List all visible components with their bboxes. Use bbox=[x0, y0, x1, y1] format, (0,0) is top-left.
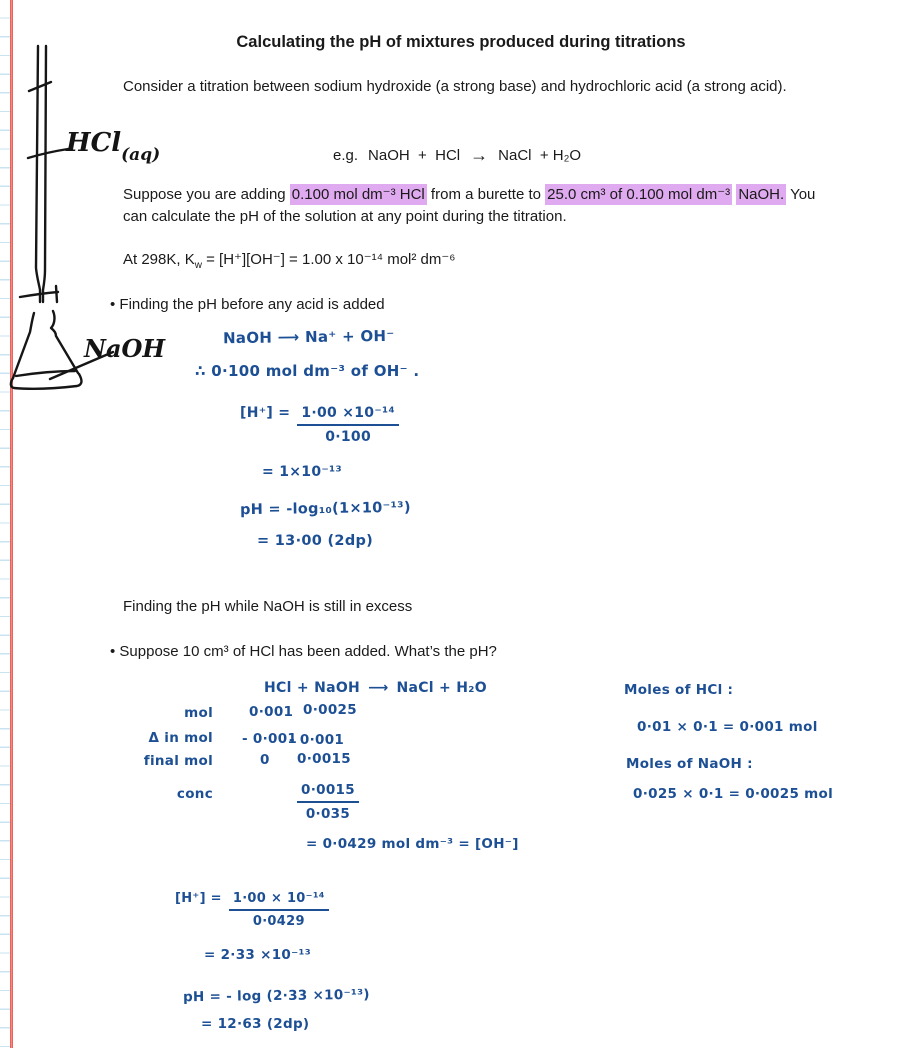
bullet-before-acid: • Finding the pH before any acid is added bbox=[110, 296, 385, 313]
table-cell-final-hcl: 0 bbox=[260, 752, 270, 768]
table-cell-delta-naoh: - 0·001 bbox=[289, 732, 345, 748]
work2-result: = 2·33 ×10⁻¹³ bbox=[204, 947, 311, 963]
example-rhs: NaCl + H₂O bbox=[498, 147, 582, 164]
table-row-label-delta: Δ in mol bbox=[148, 730, 213, 746]
work1-dissociation: NaOH ⟶ Na⁺ + OH⁻ bbox=[222, 326, 395, 348]
section2-heading: Finding the pH while NaOH is still in excess bbox=[123, 598, 413, 615]
burette-top-tick bbox=[29, 82, 51, 91]
kw-equation bbox=[123, 249, 455, 277]
table-cell-mol-hcl: 0·001 bbox=[249, 704, 294, 720]
work2-ph-calc: pH = - log (2·33 ×10⁻¹³) bbox=[182, 986, 370, 1006]
burette-label-state: (aq) bbox=[121, 145, 161, 165]
work1-h-prefix: [H⁺] = bbox=[240, 405, 291, 421]
work2-h-equation bbox=[175, 891, 329, 929]
work1-h-equation bbox=[240, 405, 399, 445]
burette-pointer-line bbox=[28, 149, 68, 158]
example-lhs: NaOH + HCl bbox=[368, 147, 461, 164]
burette-label bbox=[66, 128, 160, 165]
work1-ph-calc: pH = -log₁₀(1×10⁻¹³) bbox=[239, 499, 411, 519]
flask-neck-left bbox=[13, 313, 34, 378]
table-row-label-conc: conc bbox=[176, 786, 213, 802]
table-row-label-mol: mol bbox=[184, 705, 213, 721]
burette-left-wall bbox=[36, 46, 40, 302]
table-cell-final-naoh: 0·0015 bbox=[297, 751, 351, 767]
example-prefix: e.g. bbox=[333, 147, 359, 164]
flask-neck-right bbox=[51, 311, 78, 373]
setup-paragraph bbox=[123, 184, 835, 228]
setup-text-2: from a burette to bbox=[426, 186, 546, 203]
side-note-moles-naoh-heading: Moles of NaOH : bbox=[626, 756, 753, 772]
stopcock-handle bbox=[56, 286, 57, 302]
kw-rest: = [H⁺][OH⁻] = 1.00 x 10⁻¹⁴ mol² dm⁻⁶ bbox=[201, 251, 456, 268]
burette-label-formula: HCl bbox=[66, 128, 122, 158]
example-equation bbox=[333, 143, 581, 167]
table-conc-result: = 0·0429 mol dm⁻³ = [OH⁻] bbox=[306, 836, 519, 852]
setup-text-1: Suppose you are adding bbox=[123, 186, 290, 203]
work2-ph-result: = 12·63 (2dp) bbox=[201, 1016, 310, 1032]
setup-highlight-volume: 25.0 cm³ of 0.100 mol dm⁻³ bbox=[547, 186, 731, 203]
intro-paragraph: Consider a titration between sodium hydroxide (a strong base) and hydrochloric acid (a strong acid). bbox=[123, 78, 787, 95]
right-arrow-icon: → bbox=[470, 145, 489, 165]
bullet-suppose-10cm3: • Suppose 10 cm³ of HCl has been added. What’s the pH? bbox=[110, 643, 497, 660]
work2-fraction-numerator: 1·00 × 10⁻¹⁴ bbox=[229, 891, 329, 911]
kw-subscript: w bbox=[194, 260, 202, 271]
work1-result: = 1×10⁻¹³ bbox=[262, 464, 342, 480]
table-header-equation bbox=[264, 680, 487, 696]
table-row-label-final: final mol bbox=[143, 753, 213, 769]
kw-prefix: At 298K, K bbox=[123, 251, 195, 268]
work1-fraction-denominator: 0·100 bbox=[325, 429, 371, 445]
work1-conclusion: ∴ 0·100 mol dm⁻³ of OH⁻ . bbox=[195, 362, 420, 380]
table-conc-numerator: 0·0015 bbox=[297, 782, 359, 803]
work2-h-prefix: [H⁺] = bbox=[175, 891, 222, 906]
table-conc-denominator: 0·035 bbox=[305, 806, 351, 822]
table-header-lhs: HCl + NaOH bbox=[264, 680, 361, 696]
side-note-moles-hcl-heading: Moles of HCl : bbox=[624, 682, 734, 698]
work2-fraction-denominator: 0·0429 bbox=[252, 914, 305, 929]
work1-fraction bbox=[297, 405, 399, 445]
table-cell-delta-hcl: - 0·001 bbox=[242, 731, 298, 747]
work1-ph-result: = 13·00 (2dp) bbox=[257, 533, 374, 549]
work2-fraction bbox=[229, 891, 329, 929]
setup-highlight-naoh: NaOH. bbox=[738, 186, 785, 203]
setup-highlight-hcl: 0.100 mol dm⁻³ HCl bbox=[291, 186, 425, 203]
table-conc-fraction bbox=[297, 782, 359, 822]
table-cell-mol-naoh: 0·0025 bbox=[303, 702, 357, 718]
flask-label: NaOH bbox=[84, 334, 166, 363]
side-note-moles-naoh-calc: 0·025 × 0·1 = 0·0025 mol bbox=[633, 786, 834, 802]
setup-text-3: You can calculate the pH of the solution at any point during the titration. bbox=[123, 186, 816, 225]
table-header-arrow-icon: ⟶ bbox=[368, 680, 389, 696]
work1-fraction-numerator: 1·00 ×10⁻¹⁴ bbox=[297, 405, 399, 426]
page-title: Calculating the pH of mixtures produced during titrations bbox=[236, 33, 686, 51]
side-note-moles-hcl-calc: 0·01 × 0·1 = 0·001 mol bbox=[637, 719, 818, 735]
table-header-rhs: NaCl + H₂O bbox=[396, 680, 487, 696]
